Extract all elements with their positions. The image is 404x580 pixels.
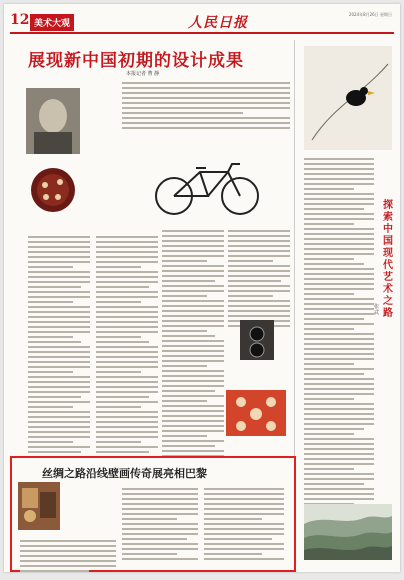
sidebar-text-1: [304, 158, 374, 508]
feature-text-2: [122, 488, 198, 563]
feature-box: [10, 456, 296, 572]
page-number: 12: [10, 12, 30, 28]
sidebar-title: 探索中国现代艺术之路: [383, 200, 393, 319]
bicycle-photo: [152, 156, 264, 218]
header-rule: [10, 32, 394, 34]
column-1-text: [28, 236, 90, 471]
bird-painting: [304, 46, 392, 150]
sidebar-author: 张 武: [374, 304, 380, 316]
camera-photo: [236, 316, 278, 364]
column-2-text: [96, 236, 158, 471]
article-byline: 本报记者 曹 静: [126, 71, 160, 77]
terraced-landscape-painting: [304, 504, 392, 560]
article-title: 展现新中国初期的设计成果: [28, 51, 244, 71]
textile-photo: [226, 390, 286, 436]
page-header: [10, 12, 394, 30]
intro-text: [122, 82, 290, 132]
mural-photo: [18, 482, 60, 530]
feature-text-3: [204, 488, 284, 563]
portrait-photo: [26, 88, 80, 154]
column-3-text: [162, 230, 224, 465]
newspaper-page: [4, 4, 400, 572]
feature-title: 丝绸之路沿线壁画传奇展亮相巴黎: [42, 467, 207, 480]
section-label: 美术大观: [30, 14, 74, 31]
column-4-text: [228, 230, 290, 330]
masthead: 人民日报: [188, 15, 248, 31]
feature-text-1: [20, 540, 116, 575]
round-tray-photo: [30, 167, 76, 213]
date-info: 2024年8月26日 星期日: [348, 12, 392, 17]
